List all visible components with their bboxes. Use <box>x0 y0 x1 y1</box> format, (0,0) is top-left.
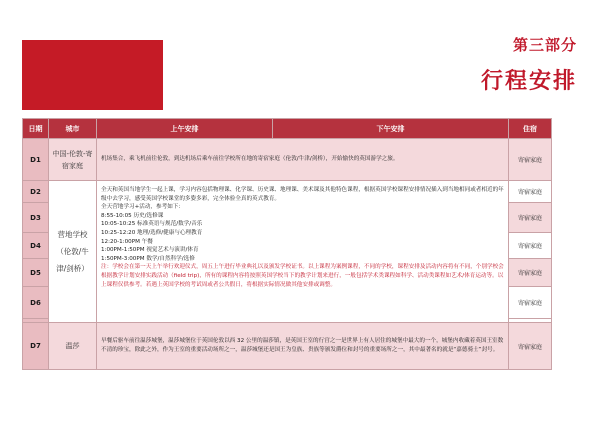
accommodation-cell: 寄宿家庭 <box>509 287 552 319</box>
school-activity-cell <box>97 181 509 323</box>
schedule-item: 1:00PM-1:50PM 视觉艺术与演讲/体育 <box>101 247 199 254</box>
accommodation-cell: 寄宿家庭 <box>509 233 552 259</box>
header-row <box>23 119 552 139</box>
col-accommodation: 住宿 <box>509 119 552 139</box>
col-afternoon: 下午安排 <box>273 119 509 139</box>
school-intro: 全天和英国当地学生一起上课，学习内容包括物理课、化学课、历史课、地理课、美术课及其他特色课程，根据英国学校课程安排情况插入到当地相同或者相近的年级中去学习，感受英国学校课堂的多姿多彩，完全体验全真的英式教育。 <box>101 187 504 202</box>
city-cell: 温莎 <box>49 323 97 370</box>
table-row-d7 <box>23 323 552 370</box>
schedule-title: 全天营地学习+活动，参考如下： <box>101 204 184 211</box>
date-cell: D6 <box>23 287 49 319</box>
section-number: 第三部分 <box>512 36 577 54</box>
date-cell: D2 <box>23 181 49 203</box>
itinerary-table <box>22 118 552 370</box>
col-city: 城市 <box>49 119 97 139</box>
schedule-list <box>101 212 504 264</box>
date-cell: D1 <box>23 139 49 181</box>
accommodation-cell: 寄宿家庭 <box>509 181 552 203</box>
schedule-item: 10:05-10:25 标准英语与规范/数学/音乐 <box>101 221 203 228</box>
accommodation-cell: 寄宿家庭 <box>509 139 552 181</box>
school-city-cell <box>49 181 97 323</box>
col-date: 日期 <box>23 119 49 139</box>
red-decor-block <box>22 40 163 110</box>
date-cell: D7 <box>23 323 49 370</box>
table-row-d1 <box>23 139 552 181</box>
table-row-d2 <box>23 181 552 203</box>
accommodation-cell: 寄宿家庭 <box>509 323 552 370</box>
city-text: 中国-伦敦-寄宿家庭 <box>52 149 93 170</box>
activity-cell: 早餐后驱车前往温莎城堡，温莎城堡位于英国伦敦以西 32 公里的温莎镇，是英国王室的行宫之一是世界上有人居住的城堡中最大的一个，城堡内收藏着英国王室数不清的珍宝，除此之外，作为王室的重要活动场所之一，温莎城堡还是国王为皇族、贵族等颁发爵位和封号的重要场所之一，其中最著名的就是“嘉德骑士”封号。 <box>97 323 509 370</box>
date-cell: D5 <box>23 259 49 287</box>
col-morning: 上午安排 <box>97 119 273 139</box>
date-cell: D3 <box>23 203 49 233</box>
school-note: 注：学校会在第一天上午举行欢迎仪式，周五上午进行毕业典礼以及颁发学校证书。以上课程为案例课程，不同的学校，课程安排及活动内容将有不同，个别学校会根据教学计划安排实践活动（field trip)，所有的课程内容将按照英国学校当下的教学计划来进行，一般包括学术类课程如科学、活动类课程如艺术/体育运动等。以上课程仅供参考。若遇上英国学校的考试周或者公共假日，将根据实际情况做其他安排或调整。 <box>101 264 504 288</box>
date-cell: D4 <box>23 233 49 259</box>
accommodation-cell: 寄宿家庭 <box>509 203 552 233</box>
schedule-item: 8:55-10:05 历史/选修课 <box>101 212 164 219</box>
accommodation-cell: 寄宿家庭 <box>509 259 552 287</box>
schedule-item: 12:20-1:00PM 午餐 <box>101 238 153 245</box>
activity-cell: 机场集合，乘飞机前往伦敦，到达机场后乘车前往学校所在地的寄宿家庭（伦敦/牛津/剑桥），开始愉快的英国游学之旅。 <box>97 139 509 181</box>
schedule-item: 1:50PM-3:00PM 数学/自然科学/选修 <box>101 255 195 262</box>
schedule-item: 10:25-12:20 地理/选修/健康与心理教育 <box>101 229 203 236</box>
page-title: 行程安排 <box>480 69 577 94</box>
city-text: 营地学校（伦敦/牛津/剑桥） <box>56 230 89 273</box>
city-cell <box>49 139 97 181</box>
